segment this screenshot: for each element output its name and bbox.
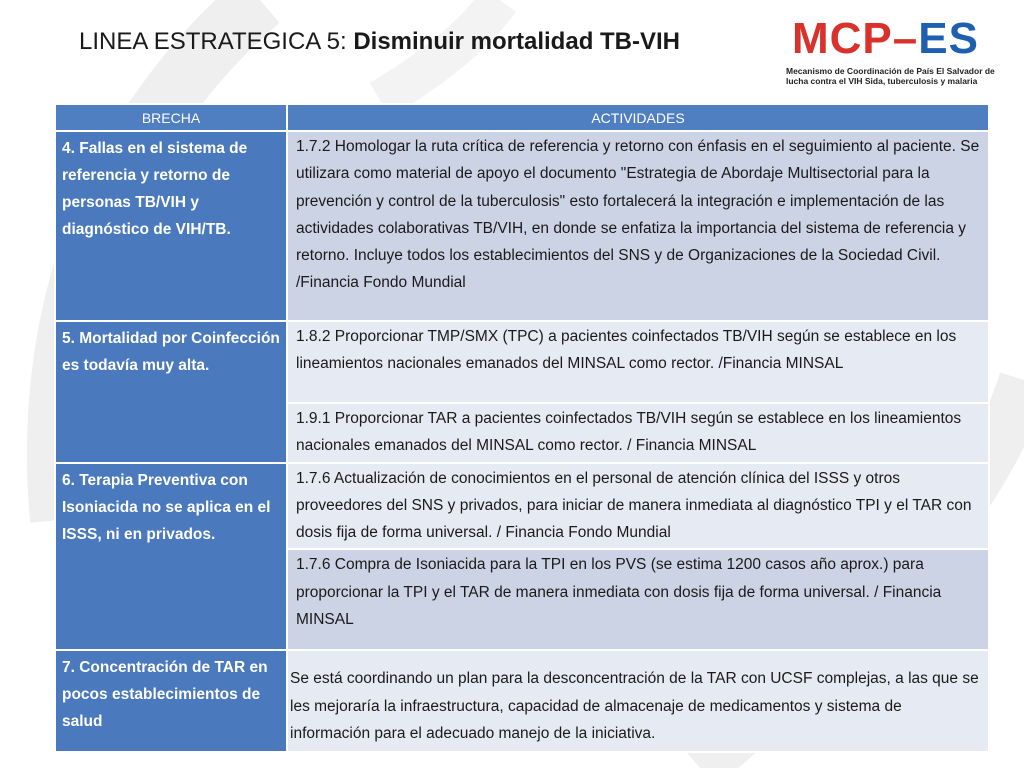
activity-cell: 1.7.2 Homologar la ruta crítica de referencia y retorno con énfasis en el seguimiento al paciente. Se utilizara como material de apoyo el documento "Estrategia de Abordaje Multisectorial para la prevención y control de la tuberculosis" esto fortalecerá la integración e implementación de las actividades colaborativas TB/VIH, en donde se enfatiza la importancia del sistema de referencia y retorno. Incluye todos los establecimientos del SNS y de Organizaciones de la Sociedad Civil. /Financia Fondo Mundial xyxy=(287,131,989,321)
activity-cell: 1.8.2 Proporcionar TMP/SMX (TPC) a pacientes coinfectados TB/VIH según se establece en los lineamientos nacionales emanados del MINSAL como rector. /Financia MINSAL xyxy=(287,321,989,403)
page-title xyxy=(79,28,680,56)
mcp-es-logo xyxy=(780,12,1010,92)
gap-cell: 6. Terapia Preventiva con Isoniacida no se aplica en el ISSS, ni en privados. xyxy=(55,463,287,651)
strategy-table xyxy=(54,103,990,753)
title-prefix: LINEA ESTRATEGICA 5: xyxy=(79,28,354,55)
logo-caption: Mecanismo de Coordinación de País El Salvador de lucha contra el VIH Sida, tuberculosis y malaria xyxy=(786,66,995,86)
activity-cell: 1.9.1 Proporcionar TAR a pacientes coinfectados TB/VIH según se establece en los lineamientos nacionales emanados del MINSAL como rector. / Financia MINSAL xyxy=(287,403,989,463)
logo-es-text: ES xyxy=(918,14,979,63)
table-row xyxy=(55,650,989,752)
table-row xyxy=(55,131,989,321)
gap-cell: 4. Fallas en el sistema de referencia y retorno de personas TB/VIH y diagnóstico de VIH/TB. xyxy=(55,131,287,321)
header-brecha: BRECHA xyxy=(55,104,287,131)
activity-cell: 1.7.6 Compra de Isoniacida para la TPI en los PVS (se estima 1200 casos año aprox.) para proporcionar la TPI y el TAR de manera inmediata con dosis fija de forma universal. / Financia MINSAL xyxy=(287,549,989,650)
gap-cell: 7. Concentración de TAR en pocos establecimientos de salud xyxy=(55,650,287,752)
logo-mcp-text: MCP xyxy=(792,14,893,63)
logo-wordmark xyxy=(792,14,979,64)
title-emphasis: Disminuir mortalidad TB-VIH xyxy=(353,28,681,55)
table-row xyxy=(55,321,989,403)
header-actividades: ACTIVIDADES xyxy=(287,104,989,131)
activity-cell: 1.7.6 Actualización de conocimientos en el personal de atención clínica del ISSS y otros proveedores del SNS y privados, para iniciar de manera inmediata al diagnóstico TPI y el TAR con dosis fija de forma universal. / Financia Fondo Mundial xyxy=(287,463,989,550)
activity-cell: Se está coordinando un plan para la desconcentración de la TAR con UCSF complejas, a las que se les mejoraría la infraestructura, capacidad de almacenaje de medicamentos y sistema de información para el adecuado manejo de la iniciativa. xyxy=(287,650,989,752)
logo-dash-text: – xyxy=(892,14,919,63)
gap-cell: 5. Mortalidad por Coinfección es todavía muy alta. xyxy=(55,321,287,463)
table-row xyxy=(55,463,989,550)
table-header-row xyxy=(55,104,989,131)
